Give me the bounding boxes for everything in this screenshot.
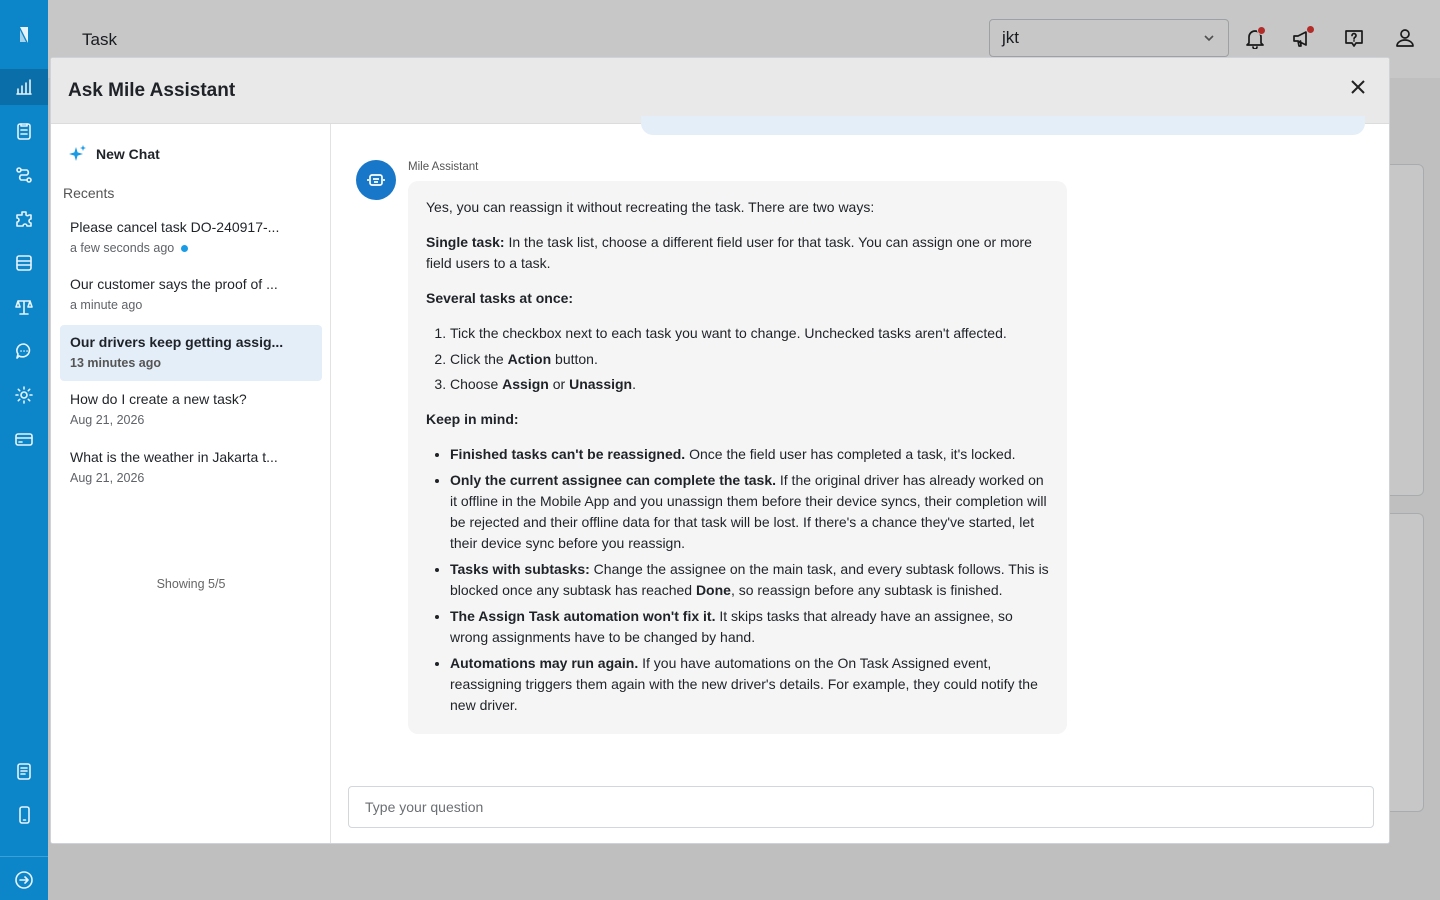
- analytics-icon[interactable]: [0, 69, 48, 105]
- recents-heading: Recents: [63, 185, 115, 201]
- app-sidebar: [0, 0, 48, 900]
- assistant-modal: [50, 57, 1390, 844]
- conversation-item[interactable]: [60, 267, 322, 323]
- conversation-time: Aug 21, 2026: [70, 471, 145, 485]
- chat-panel: [332, 124, 1389, 843]
- step-text: or: [548, 376, 570, 392]
- step-text: Choose: [450, 376, 503, 392]
- robot-icon: [366, 170, 386, 190]
- previous-user-message: [641, 116, 1365, 135]
- conversation-time: 13 minutes ago: [70, 356, 161, 370]
- message-paragraph: [426, 288, 1049, 309]
- sparkle-icon: [68, 144, 88, 164]
- conversation-item[interactable]: [60, 440, 322, 496]
- bullet-text: Change the assignee on the main task, and every subtask follows. This is blocked once any subtask has reached: [450, 561, 1049, 598]
- database-icon[interactable]: [0, 245, 48, 281]
- bullet-text: It skips tasks that already have an assignee, so wrong assignments have to be changed by hand.: [450, 608, 1013, 645]
- logo-icon[interactable]: [0, 17, 48, 53]
- message-sender: Mile Assistant: [408, 161, 479, 173]
- page-title: Task: [82, 30, 117, 49]
- question-input-wrapper: [348, 786, 1374, 828]
- settings-icon[interactable]: [0, 377, 48, 413]
- document-icon[interactable]: [0, 753, 48, 789]
- bullet-bold: Automations may run again.: [450, 655, 639, 671]
- bold-label: Single task:: [426, 234, 505, 250]
- balance-icon[interactable]: [0, 289, 48, 325]
- organization-select-value: jkt: [1002, 28, 1019, 47]
- conversation-title: How do I create a new task?: [70, 391, 247, 407]
- chat-history-panel: [51, 124, 331, 843]
- conversation-time: Aug 21, 2026: [70, 413, 145, 427]
- list-item: [450, 470, 1049, 554]
- close-icon: [1350, 79, 1366, 95]
- conversation-item[interactable]: [60, 382, 322, 438]
- conversation-time: a minute ago: [70, 298, 143, 312]
- list-item: [450, 374, 1049, 395]
- showing-count: Showing 5/5: [156, 577, 226, 591]
- chat-icon[interactable]: [0, 333, 48, 369]
- assistant-avatar: [356, 160, 396, 200]
- list-item: [450, 323, 1049, 344]
- bullet-bold: The Assign Task automation won't fix it.: [450, 608, 716, 624]
- list-item: [450, 653, 1049, 716]
- bullet-bold: Done: [695, 582, 731, 598]
- list-item: [450, 606, 1049, 648]
- list-item: [450, 349, 1049, 370]
- conversation-title: Please cancel task DO-240917-...: [70, 219, 280, 235]
- list-item: [450, 559, 1049, 601]
- bullet-bold: Tasks with subtasks:: [450, 561, 590, 577]
- step-text: Click the: [450, 350, 508, 367]
- message-intro: Yes, you can reassign it without recreating the task. There are two ways:: [426, 199, 875, 215]
- rail-divider: [0, 856, 48, 857]
- steps-list: [450, 323, 1049, 395]
- modal-title: Ask Mile Assistant: [68, 80, 236, 101]
- bullet-text: , so reassign before any subtask is finished.: [730, 582, 1003, 598]
- step-bold: Assign: [502, 376, 549, 392]
- close-button[interactable]: [1347, 76, 1369, 98]
- notes-list: [450, 444, 1049, 716]
- billing-icon[interactable]: [0, 421, 48, 457]
- bullet-bold: Only the current assignee can complete the task.: [450, 472, 776, 488]
- conversation-time: a few seconds ago: [70, 241, 175, 255]
- route-icon[interactable]: [0, 157, 48, 193]
- step-text: Tick the checkbox next to each task you want to change. Unchecked tasks aren't affected.: [450, 325, 1007, 341]
- conversation-item[interactable]: [60, 210, 322, 266]
- new-chat-button[interactable]: [68, 144, 160, 164]
- bullet-text: Once the field user has completed a task, it's locked.: [685, 446, 1016, 462]
- bullet-bold: Finished tasks can't be reassigned.: [450, 446, 686, 462]
- conversation-title: Our customer says the proof of ...: [70, 276, 278, 292]
- step-text: .: [632, 376, 636, 392]
- mobile-icon[interactable]: [0, 797, 48, 833]
- message-paragraph: [426, 409, 1049, 430]
- step-bold: Unassign: [569, 376, 633, 392]
- bold-label: Keep in mind:: [426, 411, 519, 427]
- modal-header: [51, 58, 1389, 124]
- conversation-title: Our drivers keep getting assig...: [70, 334, 284, 350]
- paragraph-text: In the task list, choose a different field user for that task. You can assign one or more field users to a task.: [426, 234, 1032, 271]
- integration-icon[interactable]: [0, 201, 48, 237]
- conversation-item-selected[interactable]: [60, 325, 322, 381]
- bullet-text: If you have automations on the On Task Assigned event, reassigning triggers them again with the new driver's details. For example, they could notify the new driver.: [450, 655, 1038, 713]
- bold-label: Several tasks at once:: [426, 290, 574, 306]
- step-text: button.: [551, 350, 598, 367]
- bullet-text: If the original driver has already worked on it offline in the Mobile App and you unassign them before their device syncs, their completion will be rejected and their offline data for that task will be lost. If there's a chance they've started, let their device sync before you reassign.: [450, 472, 1047, 551]
- collapse-icon[interactable]: [0, 862, 48, 898]
- task-icon[interactable]: [0, 113, 48, 149]
- list-item: [450, 444, 1049, 465]
- message-paragraph: [426, 232, 1049, 274]
- conversation-title: What is the weather in Jakarta t...: [70, 449, 278, 465]
- conversation-meta: [70, 241, 312, 255]
- assistant-message: [408, 181, 1067, 734]
- new-chat-label: New Chat: [96, 146, 160, 162]
- step-bold: Action: [507, 350, 552, 367]
- question-input[interactable]: [349, 787, 1373, 827]
- unread-indicator: [181, 245, 188, 252]
